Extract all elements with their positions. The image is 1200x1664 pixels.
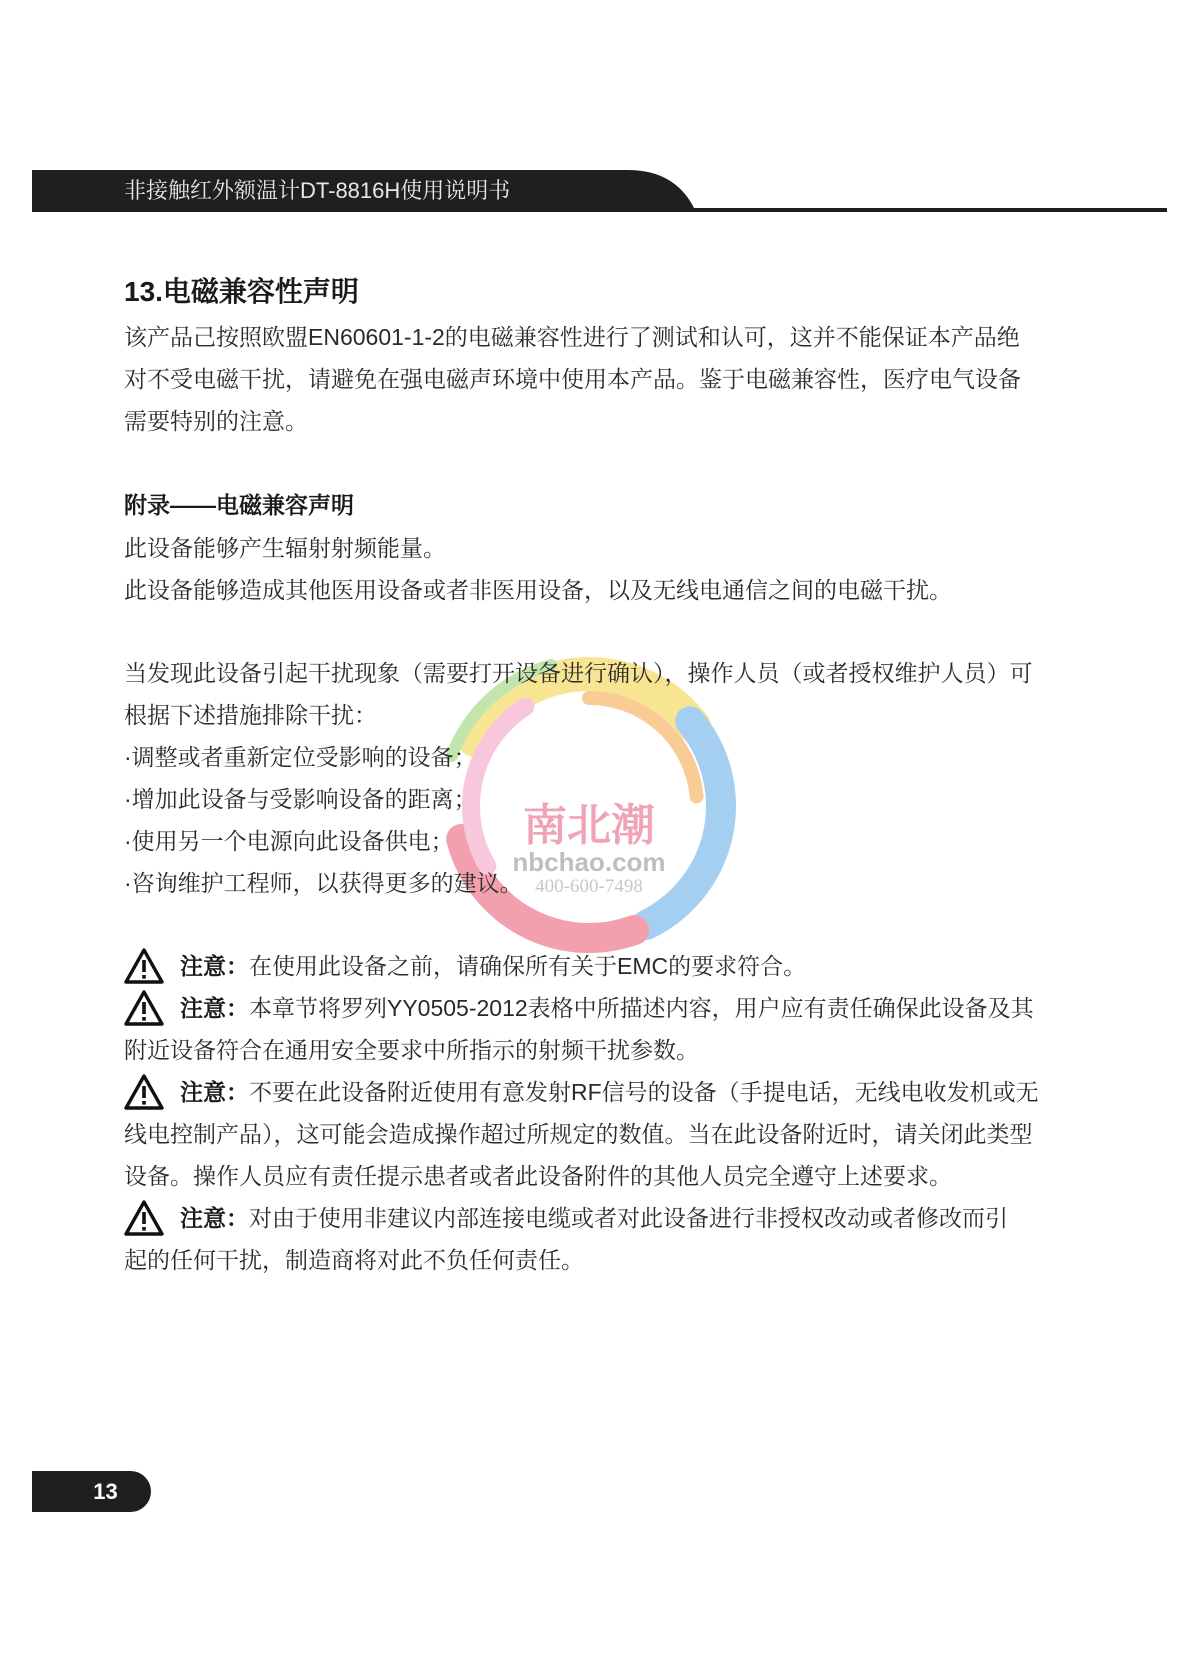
warning-label: 注意：	[180, 1205, 249, 1231]
appendix-heading-block	[124, 484, 354, 526]
measure-item: ·调整或者重新定位受影响的设备；	[124, 744, 477, 770]
warnings-list	[124, 945, 1039, 1281]
warning-triangle-icon	[124, 1200, 164, 1236]
appendix-paragraph	[124, 527, 952, 611]
section-paragraph	[124, 316, 1021, 442]
interference-paragraph	[124, 652, 1033, 904]
warning-label: 注意：	[180, 1079, 249, 1105]
warning-text: 在使用此设备之前，请确保所有关于EMC的要求符合。	[249, 953, 807, 979]
warning-item	[124, 1071, 1039, 1113]
warning-triangle-icon	[124, 990, 164, 1026]
measure-item: ·使用另一个电源向此设备供电；	[124, 828, 454, 854]
page-number: 13	[32, 1471, 151, 1512]
warning-item	[124, 1197, 1039, 1239]
warning-label: 注意：	[180, 953, 249, 979]
warning-item	[124, 987, 1039, 1029]
warning-text-continued: 起的任何干扰，制造商将对此不负任何责任。	[124, 1247, 584, 1273]
section-emc	[124, 271, 359, 313]
warning-item	[124, 945, 1039, 987]
warning-text: 不要在此设备附近使用有意发射RF信号的设备（手提电话，无线电收发机或无	[249, 1079, 1039, 1105]
measure-item: ·增加此设备与受影响设备的距离；	[124, 786, 477, 812]
warning-text: 对由于使用非建议内部连接电缆或者对此设备进行非授权改动或者修改而引	[249, 1205, 1008, 1231]
warning-triangle-icon	[124, 948, 164, 984]
paragraph-line: 对不受电磁干扰，请避免在强电磁声环境中使用本产品。鉴于电磁兼容性，医疗电气设备	[124, 366, 1021, 392]
appendix-heading: 附录——电磁兼容声明	[124, 492, 354, 518]
watermark-phone: 400-600-7498	[535, 876, 643, 897]
warning-text-continued: 线电控制产品），这可能会造成操作超过所规定的数值。当在此设备附近时，请关闭此类型	[124, 1121, 1033, 1147]
document-title: 非接触红外额温计DT-8816H使用说明书	[124, 178, 511, 203]
warning-triangle-icon	[124, 1074, 164, 1110]
measure-item: ·咨询维护工程师，以获得更多的建议。	[124, 870, 523, 896]
paragraph-line: 需要特别的注意。	[124, 408, 308, 434]
paragraph-line: 该产品己按照欧盟EN60601-1-2的电磁兼容性进行了测试和认可，这并不能保证本产品绝	[124, 324, 1020, 350]
warning-text-continued: 附近设备符合在通用安全要求中所指示的射频干扰参数。	[124, 1037, 699, 1063]
warning-text-continued: 设备。操作人员应有责任提示患者或者此设备附件的其他人员完全遵守上述要求。	[124, 1163, 952, 1189]
paragraph-line: 当发现此设备引起干扰现象（需要打开设备进行确认），操作人员（或者授权维护人员）可	[124, 660, 1033, 686]
watermark-brand: 南北潮	[523, 801, 655, 850]
section-title: 13.电磁兼容性声明	[124, 276, 359, 307]
paragraph-line: 此设备能够产生辐射射频能量。	[124, 535, 446, 561]
paragraph-line: 此设备能够造成其他医用设备或者非医用设备，以及无线电通信之间的电磁干扰。	[124, 577, 952, 603]
warning-text: 本章节将罗列YY0505-2012表格中所描述内容，用户应有责任确保此设备及其	[249, 995, 1034, 1021]
watermark-site: nbchao.com	[512, 847, 666, 877]
warning-label: 注意：	[180, 995, 249, 1021]
paragraph-line: 根据下述措施排除干扰：	[124, 702, 377, 728]
